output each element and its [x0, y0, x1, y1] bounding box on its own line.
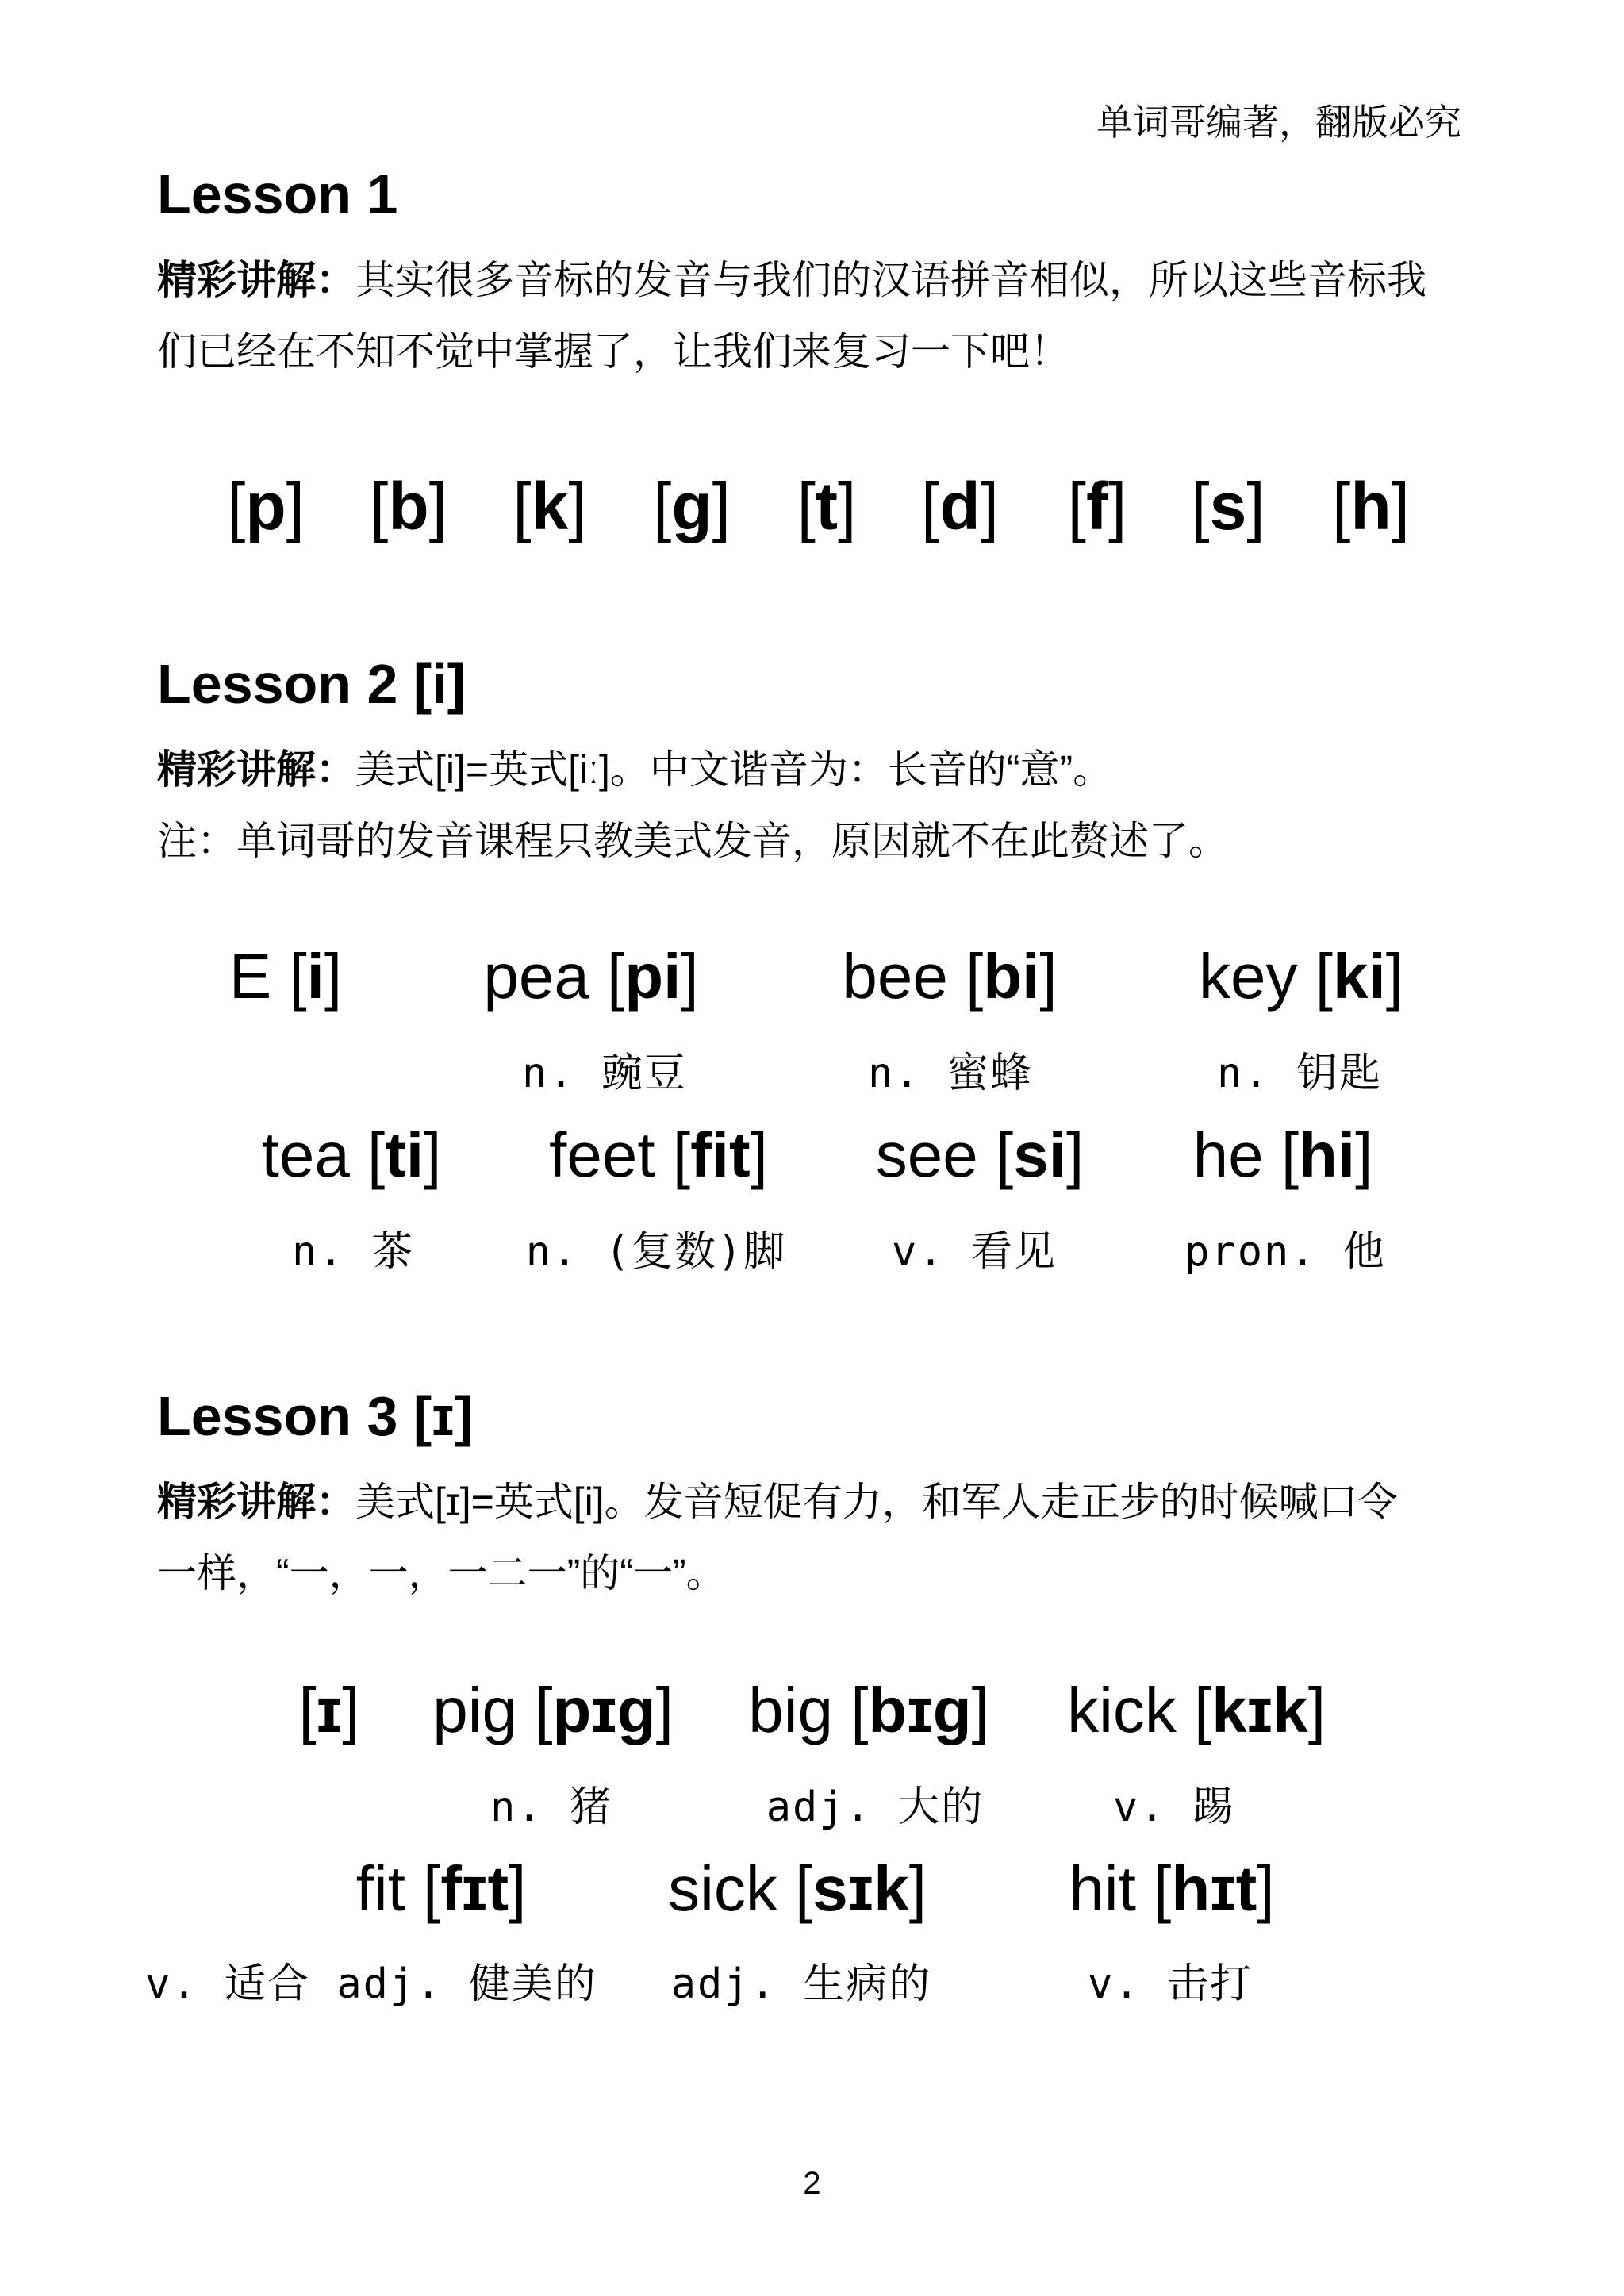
intro-label: 精彩讲解： — [157, 258, 355, 302]
lesson-1-title: Lesson 1 — [157, 163, 398, 225]
word-entry: hit [hɪt] — [1069, 1853, 1275, 1924]
word-meaning: adj. 大的 — [766, 1783, 985, 1831]
phonetic-symbol: [k] — [513, 469, 587, 543]
intro-text: 一样，“一，一，一二一”的“一”。 — [157, 1551, 726, 1595]
intro-text: 们已经在不知不觉中掌握了，让我们来复习一下吧！ — [157, 329, 1069, 374]
word-entry: [ɪ] — [298, 1675, 360, 1745]
word-meaning: pron. 他 — [1184, 1228, 1386, 1276]
intro-label: 精彩讲解： — [157, 1480, 355, 1524]
lesson-2-intro — [157, 734, 1490, 877]
phonetic-symbol: [b] — [370, 469, 447, 543]
word-meaning: n. 茶 — [292, 1228, 414, 1276]
word-meaning: v. 踢 — [1113, 1783, 1235, 1831]
phonetic-symbol: [s] — [1191, 469, 1265, 543]
word-entry: see [si] — [875, 1119, 1085, 1190]
word-entry: tea [ti] — [261, 1119, 442, 1190]
phonetic-symbol: [t] — [797, 469, 857, 543]
word-entry: fit [fɪt] — [355, 1853, 527, 1924]
word-entry: key [ki] — [1199, 941, 1403, 1012]
intro-label: 精彩讲解： — [157, 747, 355, 792]
lesson-3-title: Lesson 3 [ɪ] — [157, 1385, 473, 1447]
word-entry: he [hi] — [1192, 1119, 1373, 1190]
word-entry: kick [kɪk] — [1067, 1675, 1326, 1745]
word-meaning: n. 钥匙 — [1217, 1050, 1382, 1097]
word-meaning: v. 适合 adj. 健美的 — [145, 1960, 597, 2008]
page-number: 2 — [803, 2166, 821, 2201]
word-meaning: v. 看见 — [892, 1228, 1057, 1276]
intro-text: 美式[ɪ]=英式[i]。发音短促有力，和军人走正步的时候喊口令 — [355, 1480, 1398, 1524]
word-entry: big [bɪg] — [748, 1675, 989, 1745]
word-entry: pig [pɪg] — [432, 1675, 674, 1745]
word-entry: feet [fit] — [549, 1119, 768, 1190]
intro-text: 美式[i]=英式[iː]。中文谐音为：长音的“意”。 — [355, 747, 1113, 792]
phonetic-symbol: [p] — [227, 469, 305, 543]
header-note: 单词哥编著，翻版必究 — [1096, 102, 1461, 143]
note-text: 注：单词哥的发音课程只教美式发音，原因就不在此赘述了。 — [157, 819, 1228, 863]
word-meaning: n. 豌豆 — [522, 1050, 687, 1097]
phonetic-symbol: [h] — [1332, 469, 1410, 543]
lesson-2-title: Lesson 2 [i] — [157, 653, 466, 715]
word-meaning: n. (复数)脚 — [525, 1228, 787, 1276]
phonetic-symbol-row — [0, 468, 1624, 555]
lesson-1-intro — [157, 244, 1490, 387]
word-meaning: v. 击打 — [1088, 1960, 1253, 2008]
word-meaning: n. 蜜蜂 — [868, 1050, 1033, 1097]
phonetic-symbol: [d] — [921, 469, 999, 543]
phonetic-symbol: [g] — [653, 469, 731, 543]
word-meaning: adj. 生病的 — [670, 1960, 932, 2008]
word-entry: E [i] — [228, 941, 343, 1012]
lesson-3-intro — [157, 1466, 1490, 1609]
word-entry: bee [bi] — [842, 941, 1058, 1012]
word-meaning: n. 猪 — [490, 1783, 612, 1831]
word-entry: pea [pi] — [483, 941, 699, 1012]
intro-text: 其实很多音标的发音与我们的汉语拼音相似，所以这些音标我 — [355, 258, 1426, 302]
phonetic-symbol: [f] — [1067, 469, 1127, 543]
word-entry: sick [sɪk] — [668, 1853, 927, 1924]
